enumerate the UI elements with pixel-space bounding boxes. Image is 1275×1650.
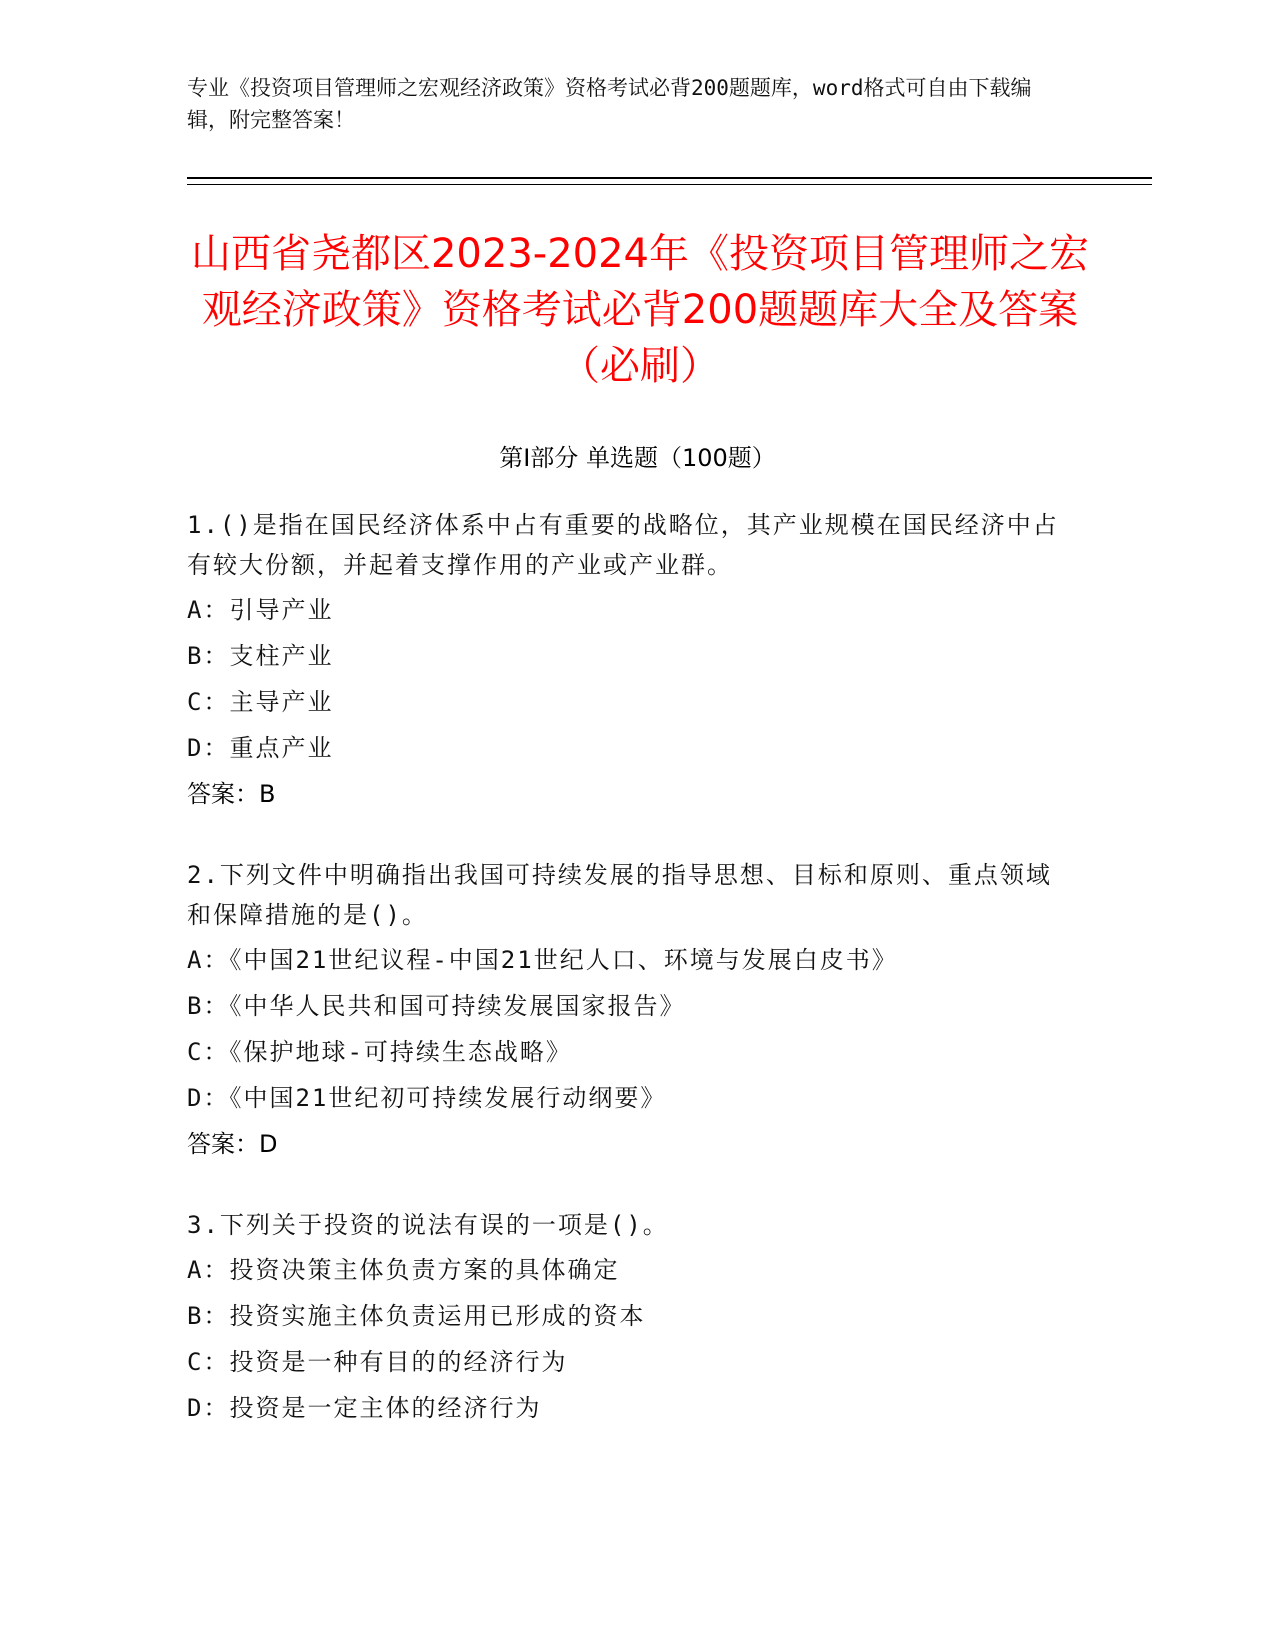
question-stem: 3.下列关于投资的说法有误的一项是()。 [187, 1211, 669, 1239]
option-b: B：支柱产业 [187, 642, 334, 670]
answer: 答案：B [187, 780, 276, 808]
question-stem: 2.下列文件中明确指出我国可持续发展的指导思想、目标和原则、重点领域和保障措施的是()。 [187, 861, 1052, 929]
document-title: 山西省尧都区2023-2024年《投资项目管理师之宏观经济政策》资格考试必背200题题库大全及答案（必刷） [190, 231, 1090, 389]
option-d: D：投资是一定主体的经济行为 [187, 1394, 542, 1422]
option-c: C：主导产业 [187, 688, 334, 716]
answer: 答案：D [187, 1130, 278, 1158]
question-2 [187, 855, 1067, 1167]
section-title: 第Ⅰ部分 单选题（100题） [499, 444, 776, 472]
option-b: B：《中华人民共和国可持续发展国家报告》 [187, 992, 686, 1020]
header-note: 专业《投资项目管理师之宏观经济政策》资格考试必背200题题库，word格式可自由下载编辑，附完整答案！ [187, 76, 1032, 132]
option-d: D：重点产业 [187, 734, 334, 762]
option-d: D：《中国21世纪初可持续发展行动纲要》 [187, 1084, 667, 1112]
option-c: C：投资是一种有目的的经济行为 [187, 1348, 568, 1376]
option-b: B：投资实施主体负责运用已形成的资本 [187, 1302, 646, 1330]
question-1 [187, 505, 1067, 817]
header-divider-thick [187, 177, 1152, 179]
option-a: A：引导产业 [187, 596, 334, 624]
option-a: A：《中国21世纪议程-中国21世纪人口、环境与发展白皮书》 [187, 946, 898, 974]
question-stem: 1.()是指在国民经济体系中占有重要的战略位，其产业规模在国民经济中占有较大份额，并起着支撑作用的产业或产业群。 [187, 511, 1059, 579]
option-c: C：《保护地球-可持续生态战略》 [187, 1038, 572, 1066]
option-a: A：投资决策主体负责方案的具体确定 [187, 1256, 620, 1284]
question-3 [187, 1205, 1067, 1431]
header-divider-thin [187, 184, 1152, 185]
